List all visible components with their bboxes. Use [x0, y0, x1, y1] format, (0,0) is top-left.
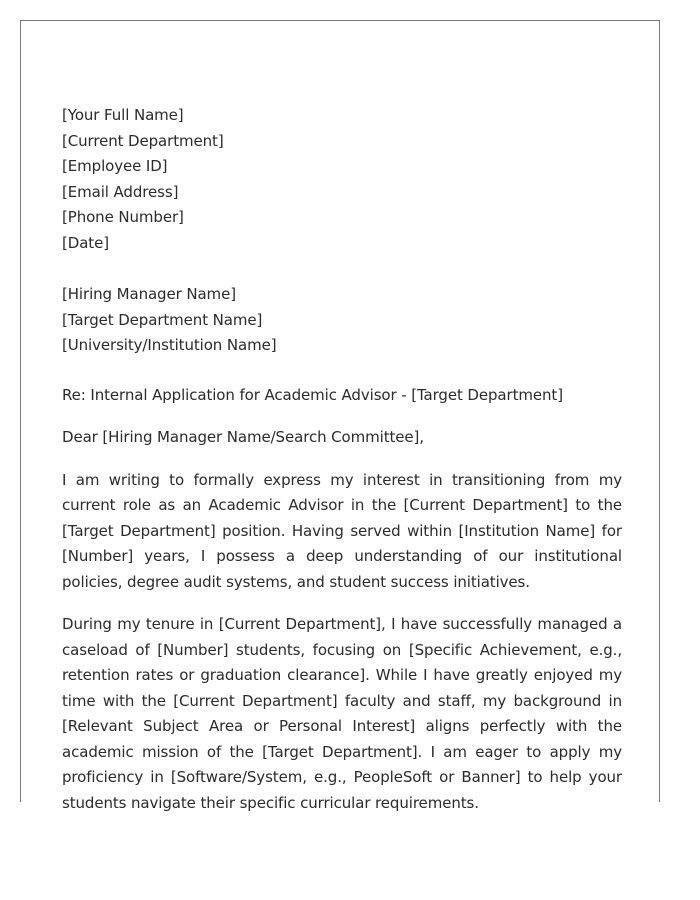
sender-block — [62, 103, 622, 256]
sender-department: [Current Department] — [62, 131, 224, 150]
sender-employee-id: [Employee ID] — [62, 157, 168, 175]
sender-name: [Your Full Name] — [62, 106, 184, 124]
salutation: Dear [Hiring Manager Name/Search Committee], — [62, 428, 424, 446]
paragraph-1: I am writing to formally express my interest in transitioning from my current role as an Academic Advisor in the [Current Department] to the [Target Department] position. Having served within [Institution Name] for [Number] years, I possess a deep understanding of our institutional policies, degree audit systems, and student success initiatives. — [62, 470, 622, 591]
recipient-name: [Hiring Manager Name] — [62, 285, 236, 303]
sender-email: [Email Address] — [62, 182, 179, 201]
paragraph-2: During my tenure in [Current Department], I have successfully managed a caseload of [Number] students, focusing on [Specific Achievement, e.g., retention rates or graduation clearance]. While I have greatly enjoyed my time with the [Current Department] faculty and staff, my background in [Relevant Subject Area or Personal Interest] aligns perfectly with the academic mission of the [Target Department]. I am eager to apply my proficiency in [Software/System, e.g., PeopleSoft or Banner] to help your students navigate their specific curricular requirements. — [62, 615, 622, 812]
recipient-department: [Target Department Name] — [62, 310, 263, 329]
letter-body — [62, 103, 622, 816]
recipient-block — [62, 282, 622, 359]
letter-page — [20, 20, 660, 812]
letter-date: [Date] — [62, 233, 109, 252]
subject-line: Re: Internal Application for Academic Advisor - [Target Department] — [62, 385, 563, 404]
sender-phone: [Phone Number] — [62, 208, 184, 226]
recipient-institution: [University/Institution Name] — [62, 336, 277, 354]
